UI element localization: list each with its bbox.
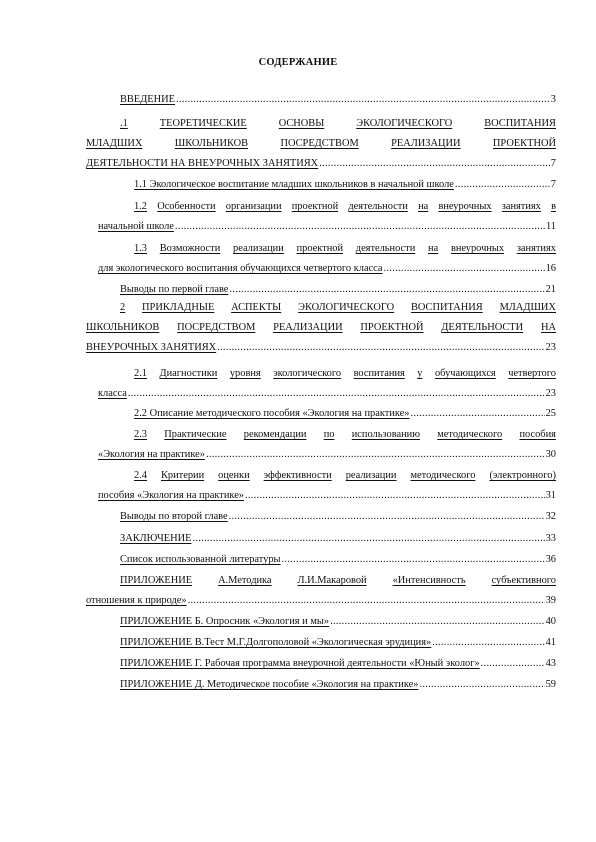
toc-entry-title[interactable]: начальной школе (98, 221, 174, 232)
dot-leader (217, 337, 544, 359)
dot-leader (319, 153, 550, 175)
toc-entry-title[interactable]: «Экология на практике» (98, 449, 205, 460)
toc-entry-line (98, 383, 556, 405)
toc-word: рекомендации (243, 429, 307, 440)
toc-page-number: 30 (545, 449, 556, 460)
toc-entry-line (98, 216, 556, 238)
toc-word: 2.1 (134, 368, 147, 379)
toc-page-number: 31 (545, 490, 556, 501)
toc-word: проектной (296, 243, 344, 254)
dot-leader (176, 89, 550, 111)
toc-word: РЕАЛИЗАЦИИ (273, 322, 343, 333)
dot-leader (206, 444, 545, 466)
toc-entry-line (98, 444, 556, 466)
toc-word: ШКОЛЬНИКОВ (86, 322, 160, 333)
toc-entry-line (134, 363, 556, 385)
toc-word: Особенности (157, 201, 216, 212)
toc-page-number: 25 (545, 408, 556, 419)
toc-entry-line (120, 570, 556, 592)
toc-entry-line (134, 465, 556, 487)
toc-word: ПРОЕКТНОЙ (360, 322, 424, 333)
toc-word: внеурочных (438, 201, 492, 212)
toc-entry-title[interactable]: ПРИЛОЖЕНИЕ В.Тест М.Г.Долгополовой «Экологическая эрудиция» (120, 637, 432, 648)
toc-word: субъективного (491, 575, 556, 586)
toc-word: у (417, 368, 423, 379)
toc-entry-line (134, 174, 556, 196)
toc-word: ЭКОЛОГИЧЕСКОГО (298, 302, 395, 313)
toc-page-number: 23 (545, 388, 556, 399)
toc-entry-line (120, 113, 556, 135)
toc-entry-title[interactable]: ПРИЛОЖЕНИЕ Г. Рабочая программа внеурочной деятельности «Юный эколог» (120, 658, 480, 669)
dot-leader (282, 549, 545, 571)
toc-word: занятиях (516, 243, 556, 254)
toc-entry-line (120, 549, 556, 571)
toc-entry-line (120, 89, 556, 111)
toc-entry-title[interactable]: отношения к природе» (86, 595, 187, 606)
toc-word: ПОСРЕДСТВОМ (280, 138, 359, 149)
toc-entry-title[interactable]: ДЕЯТЕЛЬНОСТИ НА ВНЕУРОЧНЫХ ЗАНЯТИЯХ (86, 158, 319, 169)
toc-word: внеурочных (450, 243, 505, 254)
toc-word: обучающихся (434, 368, 496, 379)
toc-word: Диагностики (159, 368, 218, 379)
toc-entry-title[interactable]: 1.1 Экологическое воспитание младших школьников в начальной школе (134, 179, 454, 190)
toc-word: ПОСРЕДСТВОМ (177, 322, 256, 333)
toc-page-number: 32 (545, 511, 556, 522)
toc-word: МЛАДШИХ (86, 138, 143, 149)
toc-word: ТЕОРЕТИЧЕСКИЕ (159, 118, 247, 129)
toc-entry-title[interactable]: пособия «Экология на практике» (98, 490, 245, 501)
toc-entry-title[interactable]: ПРИЛОЖЕНИЕ Б. Опросник «Экология и мы» (120, 616, 330, 627)
toc-entry-line (86, 590, 556, 612)
toc-entry-title[interactable]: Выводы по второй главе (120, 511, 228, 522)
toc-word: эффективности (263, 470, 332, 481)
toc-word: МЛАДШИХ (499, 302, 556, 313)
toc-word: 1.2 (134, 201, 147, 212)
toc-entry-title[interactable]: ЗАКЛЮЧЕНИЕ (120, 533, 192, 544)
toc-word: Практические (164, 429, 227, 440)
toc-entry-line (134, 403, 556, 425)
toc-entry-title[interactable]: Выводы по первой главе (120, 284, 229, 295)
toc-word: проектной (291, 201, 339, 212)
toc-word: экологического (273, 368, 342, 379)
toc-word: НА (540, 322, 556, 333)
toc-page-number: 36 (545, 554, 556, 565)
toc-entry-title[interactable]: для экологического воспитания обучающихся четвертого класса (98, 263, 383, 274)
toc-entry-line (86, 133, 556, 155)
toc-word: организации (225, 201, 282, 212)
toc-entry-line (120, 632, 556, 654)
toc-word: ШКОЛЬНИКОВ (174, 138, 249, 149)
toc-word: четвертого (508, 368, 556, 379)
toc-word: методического (437, 429, 503, 440)
toc-word: А.Методика (218, 575, 272, 586)
toc-word: деятельности (348, 201, 408, 212)
toc-word: Возможности (159, 243, 221, 254)
toc-entry-title[interactable]: ВВЕДЕНИЕ (120, 94, 175, 105)
toc-page-number: 16 (545, 263, 556, 274)
toc-word: ПРОЕКТНОЙ (492, 138, 556, 149)
toc-page-number: 11 (545, 221, 556, 232)
toc-word: 1.3 (134, 243, 147, 254)
toc-word: методического (410, 470, 476, 481)
toc-word: уровня (229, 368, 261, 379)
toc-entry-line (98, 258, 556, 280)
toc-page-number: 23 (545, 342, 556, 353)
toc-word: ПРИЛОЖЕНИЕ (120, 575, 193, 586)
toc-word: .1 (120, 118, 128, 129)
toc-entry-line (86, 153, 556, 175)
toc-page-number: 43 (545, 658, 556, 669)
toc-page-number: 7 (550, 158, 556, 169)
toc-word: использованию (351, 429, 420, 440)
dot-leader (175, 216, 545, 238)
toc-page-number: 40 (545, 616, 556, 627)
dot-leader (410, 403, 544, 425)
toc-word: пособия (519, 429, 556, 440)
toc-entry-line (98, 485, 556, 507)
toc-entry-line (120, 674, 556, 696)
dot-leader (188, 590, 545, 612)
toc-word: занятиях (501, 201, 541, 212)
toc-entry-title[interactable]: ПРИЛОЖЕНИЕ Д. Методическое пособие «Экология на практике» (120, 679, 419, 690)
toc-word: на (418, 201, 429, 212)
toc-entry-title[interactable]: класса (98, 388, 127, 399)
toc-word: (электронного) (489, 470, 556, 481)
dot-leader (455, 174, 550, 196)
dot-leader (229, 506, 545, 528)
toc-entry-line (120, 611, 556, 633)
toc-page-number: 41 (545, 637, 556, 648)
toc-word: ДЕЯТЕЛЬНОСТИ (441, 322, 524, 333)
toc-page-number: 21 (545, 284, 556, 295)
toc-word: ПРИКЛАДНЫЕ (142, 302, 215, 313)
toc-entry-line (120, 653, 556, 675)
toc-word: АСПЕКТЫ (231, 302, 282, 313)
toc-page-number: 33 (545, 533, 556, 544)
toc-word: воспитания (353, 368, 405, 379)
toc-word: на (428, 243, 439, 254)
toc-entry-line (134, 424, 556, 446)
toc-word: РЕАЛИЗАЦИИ (391, 138, 461, 149)
toc-word: деятельности (355, 243, 416, 254)
toc-page-number: 39 (545, 595, 556, 606)
dot-leader (481, 653, 545, 675)
toc-word: 2.4 (134, 470, 147, 481)
toc-word: ВОСПИТАНИЯ (484, 118, 556, 129)
toc-word: ЭКОЛОГИЧЕСКОГО (356, 118, 453, 129)
toc-word: 2.3 (134, 429, 147, 440)
toc-word: по (323, 429, 335, 440)
toc-page-number: 7 (550, 179, 556, 190)
toc-word: «Интенсивность (392, 575, 466, 586)
dot-leader (419, 674, 544, 696)
page-title: СОДЕРЖАНИЕ (258, 57, 338, 68)
toc-word: Критерии (160, 470, 205, 481)
toc-word: оценки (218, 470, 250, 481)
toc-entry-line (86, 317, 556, 339)
dot-leader (245, 485, 545, 507)
toc-entry-line (134, 238, 556, 260)
toc-page-number: 59 (545, 679, 556, 690)
dot-leader (432, 632, 544, 654)
toc-page-number: 3 (550, 94, 556, 105)
toc-entry-line (86, 337, 556, 359)
dot-leader (330, 611, 545, 633)
toc-word: реализации (233, 243, 284, 254)
toc-word: 2 (120, 302, 126, 313)
dot-leader (384, 258, 545, 280)
toc-entry-title[interactable]: ВНЕУРОЧНЫХ ЗАНЯТИЯХ (86, 342, 217, 353)
toc-entry-line (120, 506, 556, 528)
toc-entry-title[interactable]: Список использованной литературы (120, 554, 281, 565)
toc-word: Л.И.Макаровой (297, 575, 367, 586)
toc-entry-line (120, 528, 556, 550)
toc-entry-line (134, 196, 556, 218)
dot-leader (128, 383, 545, 405)
toc-word: реализации (345, 470, 397, 481)
toc-word: ОСНОВЫ (278, 118, 325, 129)
toc-word: ВОСПИТАНИЯ (410, 302, 483, 313)
toc-entry-title[interactable]: 2.2 Описание методического пособия «Экология на практике» (134, 408, 410, 419)
dot-leader (192, 528, 544, 550)
toc-word: в (551, 201, 556, 212)
toc-entry-line (120, 297, 556, 319)
